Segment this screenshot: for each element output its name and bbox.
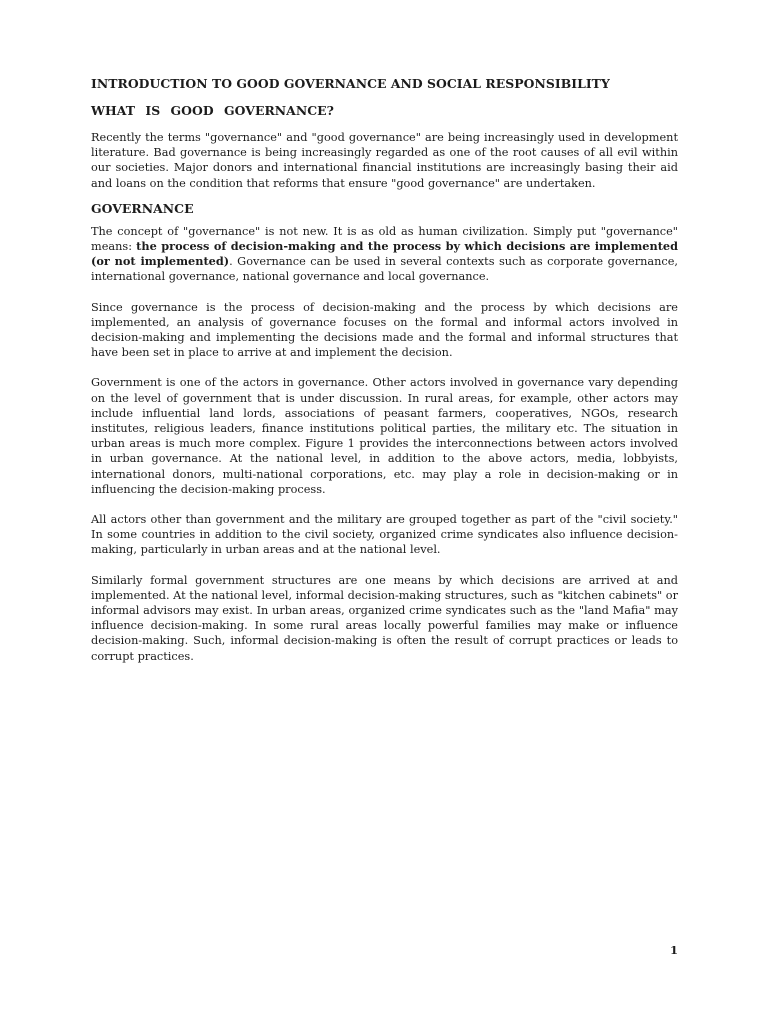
- governance-definition-bold: the process of decision-making and the process by which decisions are implemented (or not implemented): [91, 239, 679, 269]
- paragraph-civil-society: All actors other than government and the military are grouped together as part of the "civil society." In some countries in addition to the civil society, organized crime syndicates also influence decision-making, particularly in urban areas and at the national level.: [91, 513, 678, 557]
- paragraph-formal-structures: Similarly formal government structures are one means by which decisions are arrived at and implemented. At the national level, informal decision-making structures, such as "kitchen cabinets" or informal advisors may exist. In urban areas, organized crime syndicates such as the "land Mafia" may influence decision-making. In some rural areas locally powerful families may make or influence decision-making. Such, informal decision-making is often the result of corrupt practices or leads to corrupt practices.: [91, 573, 678, 663]
- document-page: [91, 76, 678, 664]
- paragraph-government-actors: Government is one of the actors in governance. Other actors involved in governance vary depending on the level of government that is under discussion. In rural areas, for example, other actors may include influential land lords, associations of peasant farmers, cooperatives, NGOs, research institutes, religious leaders, finance institutions political parties, the military etc. The situation in urban areas is much more complex. Figure 1 provides the interconnections between actors involved in urban governance. At the national level, in addition to the above actors, media, lobbyists, international donors, multi-national corporations, etc. may play a role in decision-making or in influencing the decision-making process.: [91, 376, 678, 496]
- paragraph-governance-analysis: Since governance is the process of decision-making and the process by which decisions are implemented, an analysis of governance focuses on the formal and informal actors involved in decision-making and implementing the decisions made and the formal and informal structures that have been set in place to arrive at and implement the decision.: [91, 300, 678, 360]
- paragraph-intro: Recently the terms "governance" and "good governance" are being increasingly used in development literature. Bad governance is being increasingly regarded as one of the root causes of all evil within our societies. Major donors and international financial institutions are increasingly basing their aid and loans on the condition that reforms that ensure "good governance" are undertaken.: [91, 131, 678, 190]
- paragraph-governance-concept-end: . Governance can be used in several contexts such as corporate governance, international governance, national governance and local governance.: [91, 255, 678, 284]
- paragraph-governance-concept: [91, 224, 678, 285]
- paragraph-governance-concept-start: The concept of "governance" is not new. It is as old as human civilization. Simply put "governance" means:: [91, 224, 678, 254]
- page-number: 1: [669, 943, 678, 957]
- document-title: INTRODUCTION TO GOOD GOVERNANCE AND SOCIAL RESPONSIBILITY: [91, 76, 610, 91]
- section-heading-what-is-good-governance: WHAT IS GOOD GOVERNANCE?: [91, 103, 334, 118]
- section-heading-governance: GOVERNANCE: [91, 200, 194, 216]
